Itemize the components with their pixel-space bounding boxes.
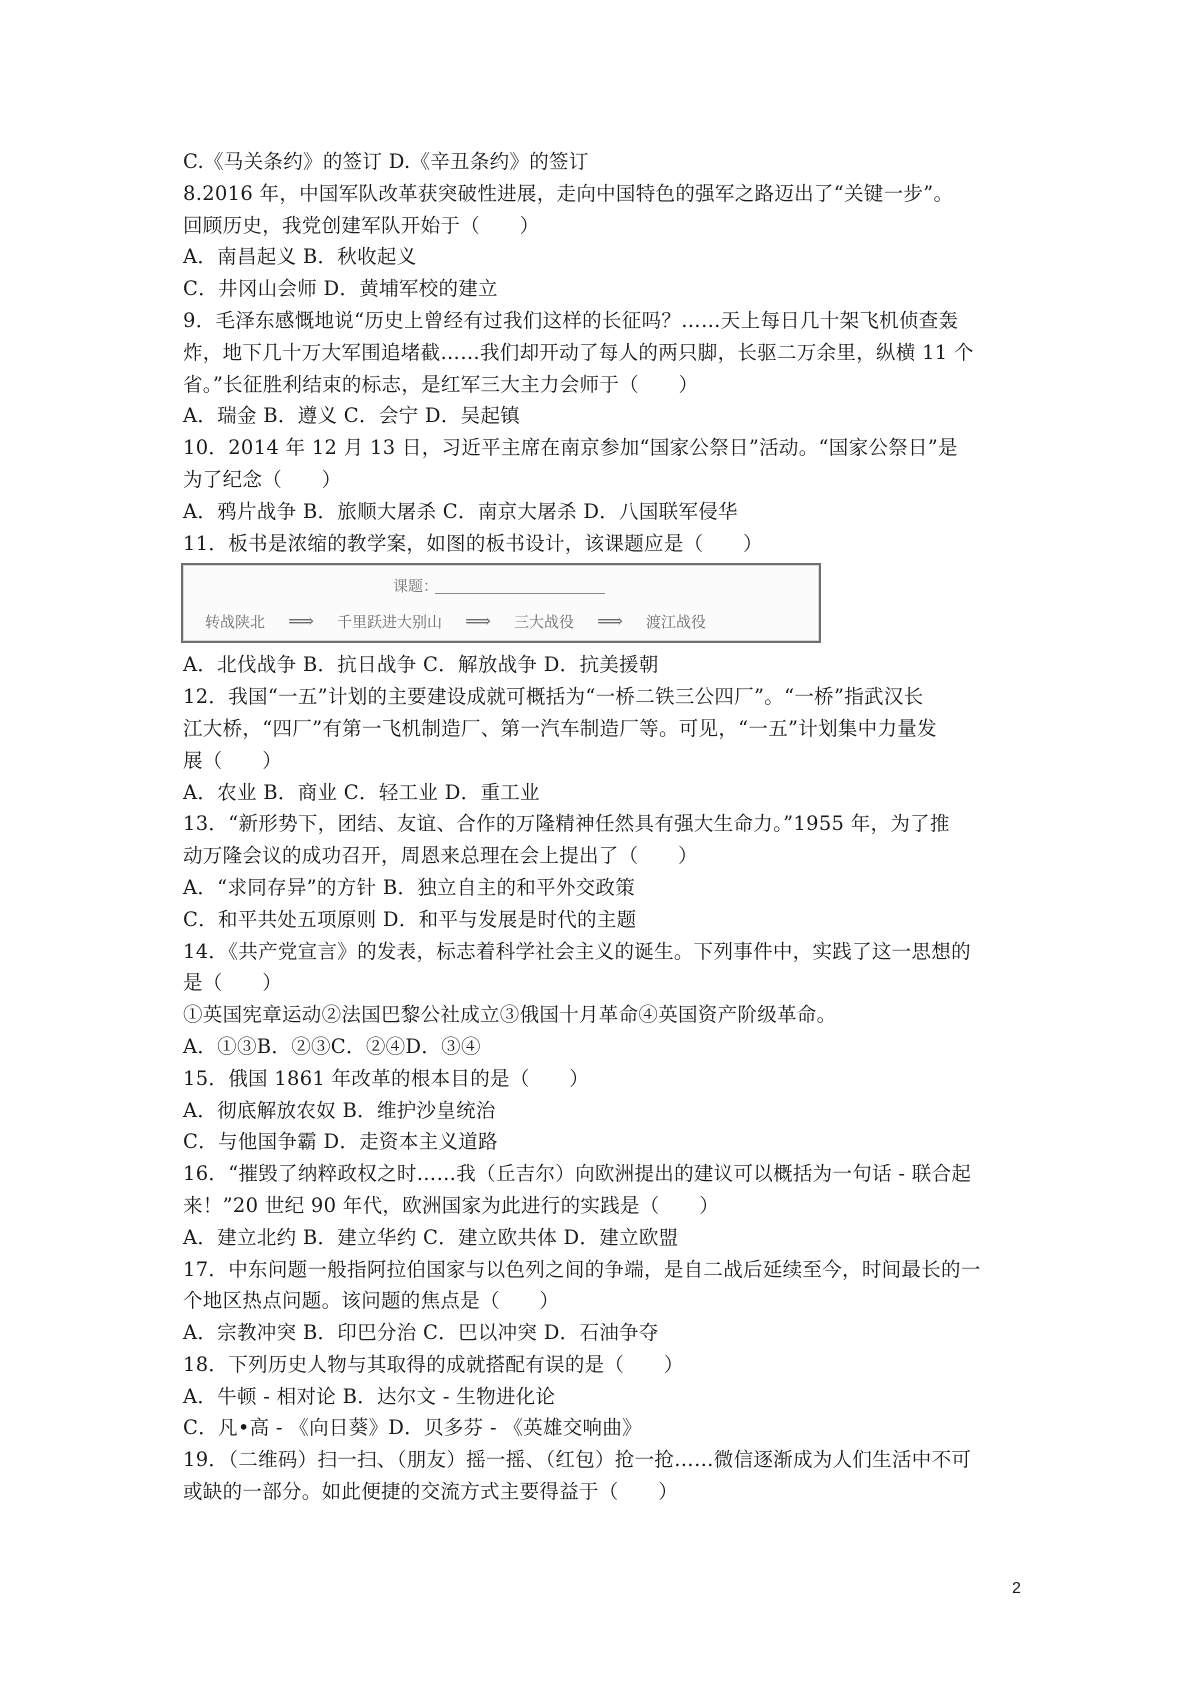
board-step: 转战陕北: [205, 613, 266, 632]
question-text: [183, 146, 1033, 1508]
text-line: 16．“摧毁了纳粹政权之时……我（丘吉尔）向欧洲提出的建议可以概括为一句话 - 联合起: [183, 1162, 972, 1186]
text-line: 11．板书是浓缩的教学案，如图的板书设计，该课题应是（ ）: [183, 531, 763, 555]
text-line: C．与他国争霸 D．走资本主义道路: [183, 1130, 498, 1154]
text-line: A．农业 B．商业 C．轻工业 D．重工业: [183, 780, 540, 804]
text-line: 17．中东问题一般指阿拉伯国家与以色列之间的争端，是自二战后延续至今，时间最长的一: [183, 1257, 981, 1281]
text-line: 省。”长征胜利结束的标志，是红军三大主力会师于（ ）: [183, 372, 699, 396]
board-step: 千里跃进大别山: [337, 613, 443, 632]
text-line: C．凡•高 - 《向日葵》D．贝多芬 - 《英雄交响曲》: [183, 1416, 642, 1440]
text-line: A．鸦片战争 B．旅顺大屠杀 C．南京大屠杀 D．八国联军侵华: [183, 499, 738, 523]
text-line: 动万隆会议的成功召开，周恩来总理在会上提出了（ ）: [183, 844, 698, 868]
text-line: ①英国宪章运动②法国巴黎公社成立③俄国十月革命④英国资产阶级革命。: [183, 1003, 837, 1027]
text-line: 炸，地下几十万大军围追堵截……我们却开动了每人的两只脚，长驱二万余里，纵横 11 个: [183, 340, 974, 364]
text-line: 19．（二维码）扫一扫、（朋友）摇一摇、（红包）抢一抢……微信逐渐成为人们生活中不可: [183, 1448, 972, 1472]
text-line: 15．俄国 1861 年改革的根本目的是（ ）: [183, 1066, 590, 1090]
text-line: C.《马关条约》的签订 D.《辛丑条约》的签订: [183, 150, 589, 173]
text-line: 是（ ）: [183, 971, 283, 995]
right-arrow-icon: ⟹: [288, 611, 314, 633]
text-line: A．牛顿 - 相对论 B．达尔文 - 生物进化论: [183, 1384, 556, 1408]
text-line: 来！”20 世纪 90 年代，欧洲国家为此进行的实践是（ ）: [183, 1193, 719, 1217]
text-line: 18．下列历史人物与其取得的成就搭配有误的是（ ）: [183, 1352, 684, 1376]
text-line: 8.2016 年，中国军队改革获突破性进展，走向中国特色的强军之路迈出了“关键一步”。: [183, 181, 954, 205]
text-line: A．瑞金 B．遵义 C．会宁 D．吴起镇: [183, 404, 521, 428]
board-flow: [205, 611, 799, 632]
text-line: 13．“新形势下，团结、友谊、合作的万隆精神任然具有强大生命力。”1955 年，为了推: [183, 812, 950, 836]
right-arrow-icon: ⟹: [465, 611, 491, 633]
text-line: 9．毛泽东感慨地说“历史上曾经有过我们这样的长征吗？……天上每日几十架飞机侦查轰: [183, 308, 959, 332]
text-line: C．井冈山会师 D．黄埔军校的建立: [183, 277, 498, 301]
text-line: A．宗教冲突 B．印巴分治 C．巴以冲突 D．石油争夺: [183, 1321, 659, 1345]
board-step: 三大战役: [514, 613, 575, 632]
text-line: A．①③B．②③C．②④D．③④: [183, 1034, 481, 1058]
page-number: 2: [1012, 1580, 1021, 1597]
blackboard-figure: [181, 563, 821, 643]
text-line: 回顾历史，我党创建军队开始于（ ）: [183, 213, 540, 237]
text-line: A．“求同存异”的方针 B．独立自主的和平外交政策: [183, 875, 636, 899]
text-line: 展（ ）: [183, 748, 283, 772]
text-line: 10．2014 年 12 月 13 日，习近平主席在南京参加“国家公祭日”活动。“国家公祭日”是: [183, 436, 958, 460]
right-arrow-icon: ⟹: [597, 611, 623, 633]
text-line: C．和平共处五项原则 D．和平与发展是时代的主题: [183, 907, 637, 931]
text-line: 或缺的一部分。如此便捷的交流方式主要得益于（ ）: [183, 1480, 679, 1504]
text-line: A．北伐战争 B．抗日战争 C．解放战争 D．抗美援朝: [183, 653, 659, 677]
text-line: 14．《共产党宣言》的发表，标志着科学社会主义的诞生。下列事件中，实践了这一思想的: [183, 939, 971, 963]
text-line: A．彻底解放农奴 B．维护沙皇统治: [183, 1098, 496, 1122]
board-blank-line: [435, 593, 605, 594]
board-step: 渡江战役: [646, 613, 707, 632]
text-line: 江大桥，“四厂”有第一飞机制造厂、第一汽车制造厂等。可见，“一五”计划集中力量发: [183, 716, 937, 740]
text-line: A．南昌起义 B．秋收起义: [183, 245, 417, 269]
text-line: 为了纪念（ ）: [183, 467, 342, 491]
text-line: A．建立北约 B．建立华约 C．建立欧共体 D．建立欧盟: [183, 1225, 679, 1249]
text-line: 个地区热点问题。该问题的焦点是（ ）: [183, 1289, 560, 1313]
board-title: 课题：: [393, 577, 439, 596]
text-line: 12．我国“一五”计划的主要建设成就可概括为“一桥二铁三公四厂”。“一桥”指武汉长: [183, 685, 924, 709]
